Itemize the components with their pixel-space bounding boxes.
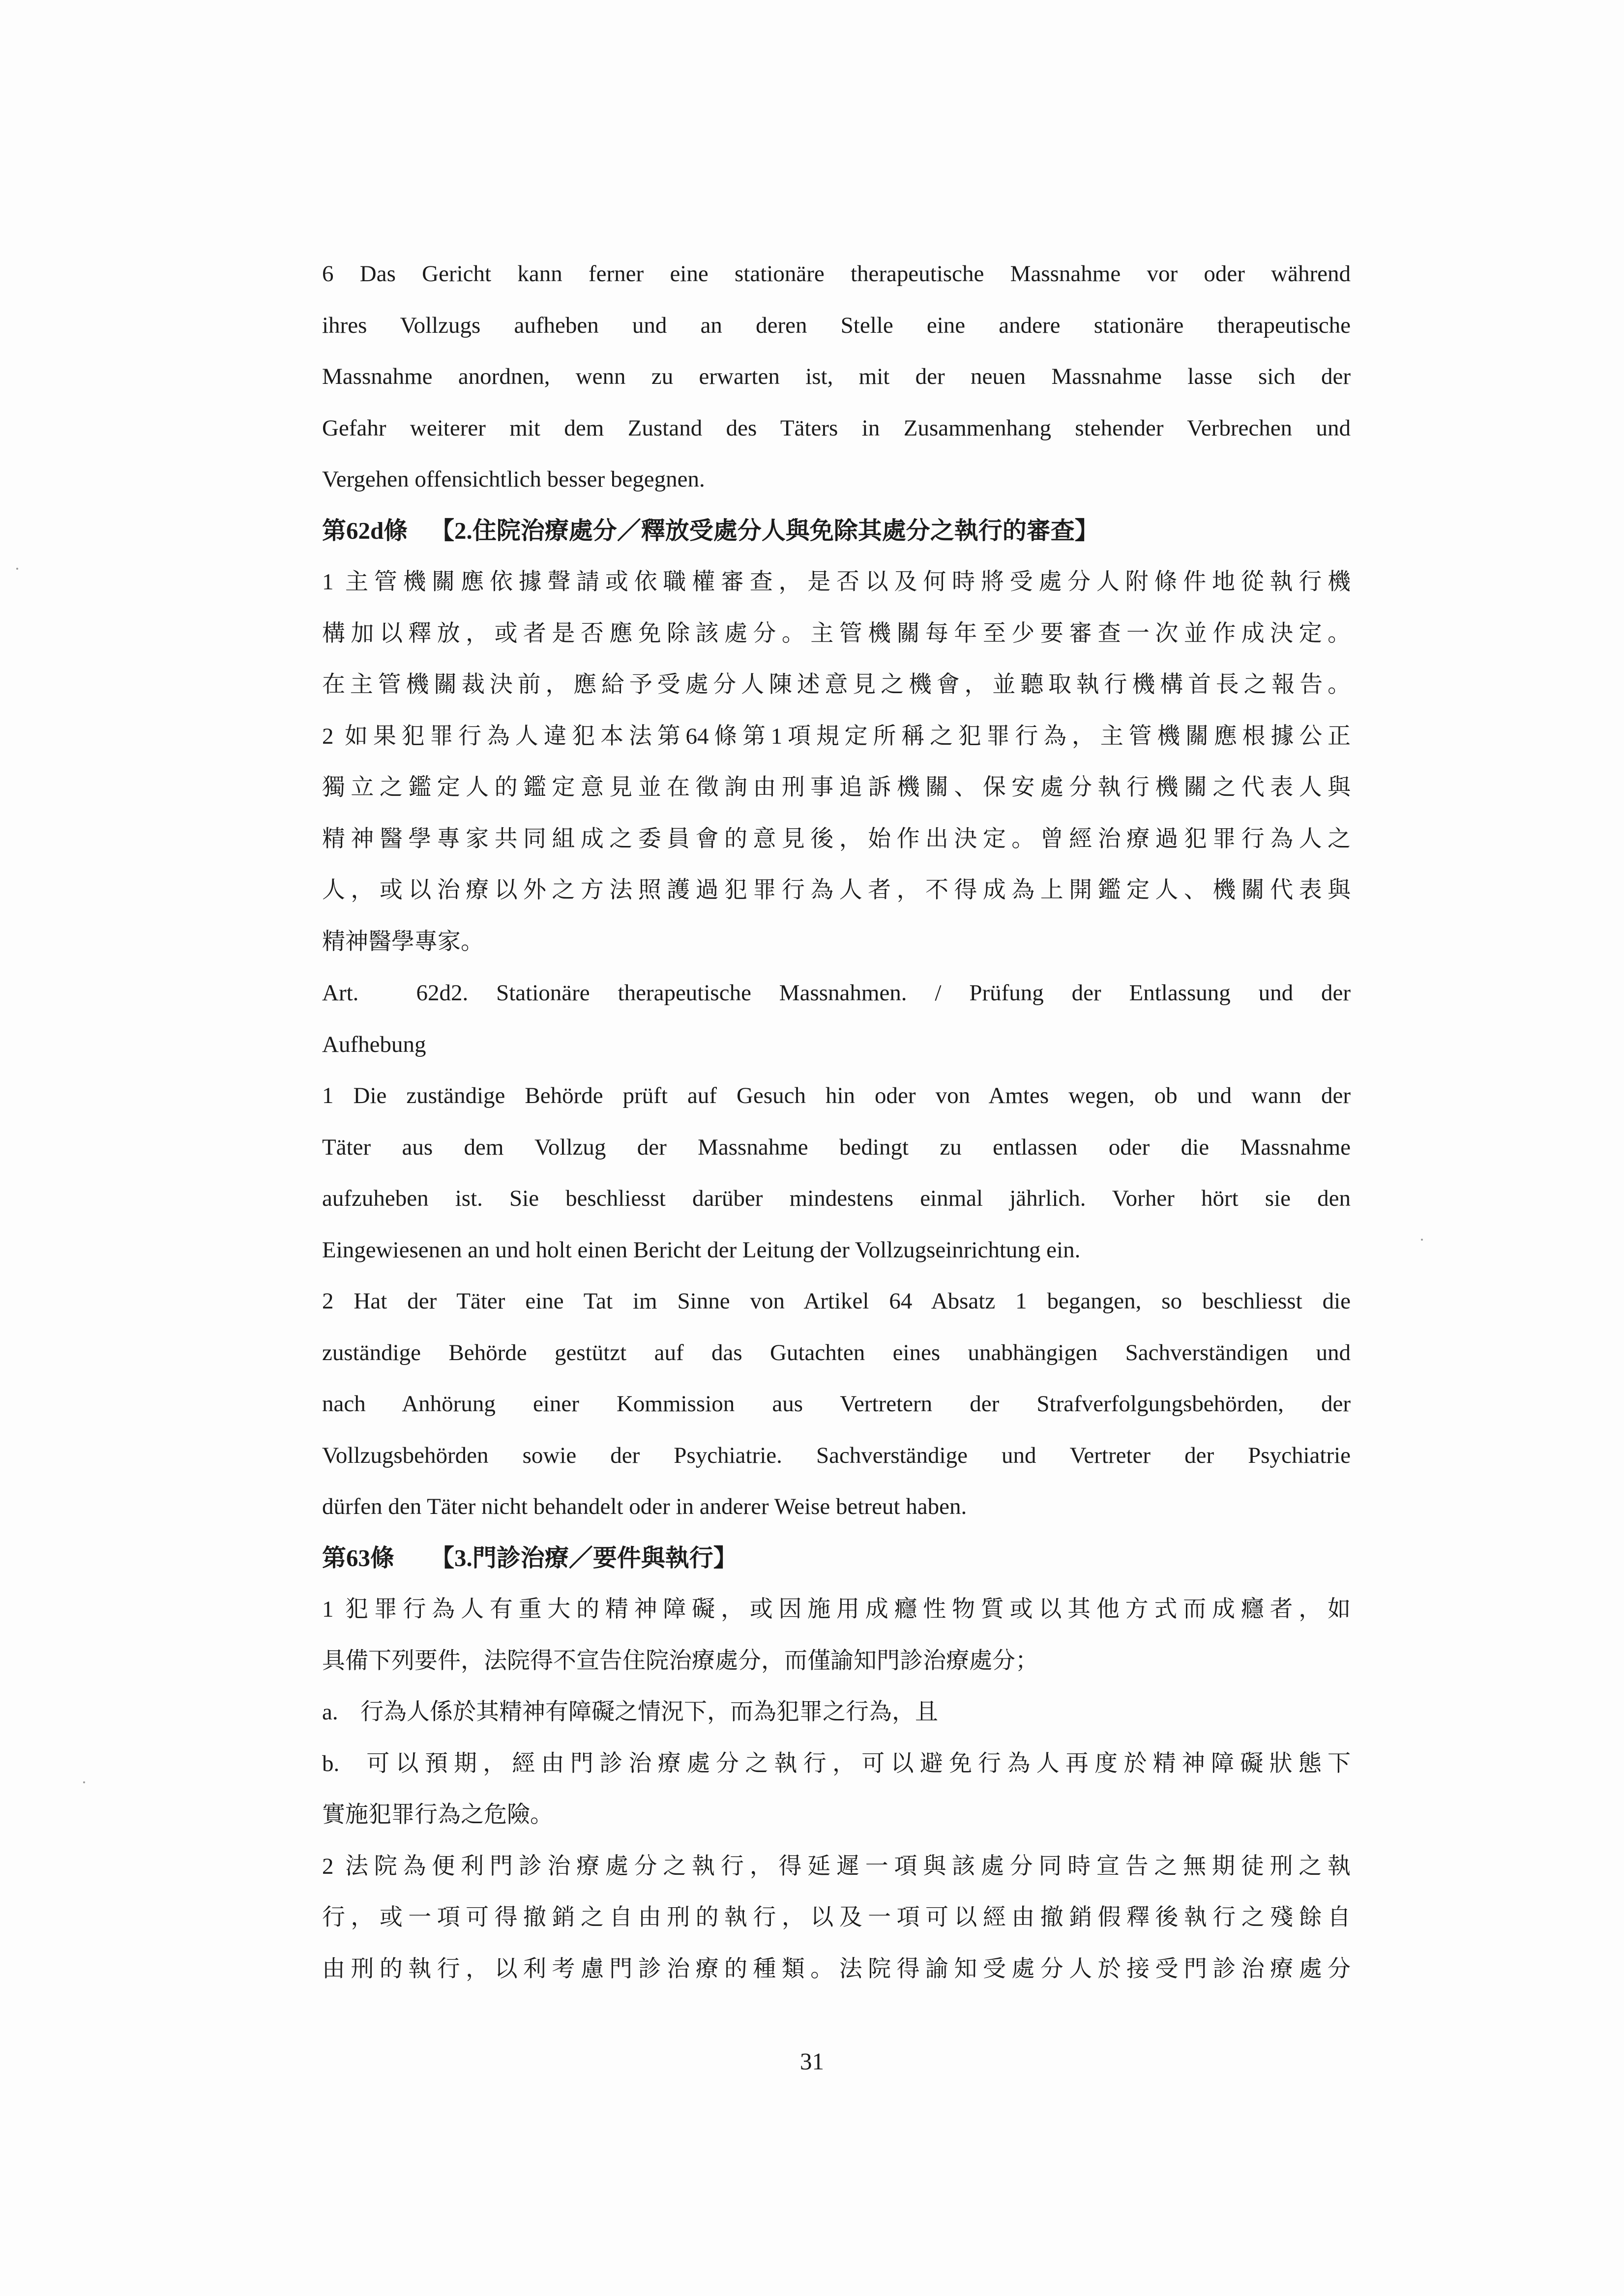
de-article-title: 2. Stationäre therapeutische Massnahmen. / Prüfung der Entlassung und der — [451, 980, 1351, 1006]
page-number: 31 — [800, 2048, 824, 2075]
body-line: 6 Das Gericht kann ferner eine stationäre therapeutische Massnahme vor oder während — [322, 261, 1351, 287]
zh-line: 2 如果犯罪行為人違犯本法第64條第1項規定所稱之犯罪行為，主管機關應根據公正 — [322, 723, 1351, 749]
body-line: Massnahme anordnen, wenn zu erwarten ist, mit der neuen Massnahme lasse sich der — [322, 364, 1351, 389]
zh-line: 構加以釋放，或者是否應免除該處分。主管機關每年至少要審查一次並作成決定。 — [322, 620, 1351, 646]
section-number: 第62d條 — [322, 517, 408, 544]
body-line: Gefahr weiterer mit dem Zustand des Täters in Zusammenhang stehender Verbrechen und — [322, 415, 1351, 441]
de-line: Täter aus dem Vollzug der Massnahme bedingt zu entlassen oder die Massnahme — [322, 1134, 1351, 1160]
de-line: aufzuheben ist. Sie beschliesst darüber mindestens einmal jährlich. Vorher hört sie den — [322, 1186, 1351, 1211]
de-line: Vollzugsbehörden sowie der Psychiatrie. Sachverständige und Vertreter der Psychiatrie — [322, 1442, 1351, 1468]
list-item-b-cont: 實施犯罪行為之危險。 — [322, 1802, 553, 1828]
zh-line: 具備下列要件，法院得不宣告住院治療處分，而僅諭知門診治療處分； — [322, 1648, 1038, 1674]
list-item-a — [322, 1686, 1351, 1738]
zh-line: 精神醫學專家共同組成之委員會的意見後，始作出決定。曾經治療過犯罪行為人之 — [322, 826, 1351, 852]
scan-speck — [16, 568, 18, 570]
zh-line: 1 犯罪行為人有重大的精神障礙，或因施用成癮性物質或以其他方式而成癮者，如 — [322, 1597, 1351, 1622]
de-line: Eingewiesenen an und holt einen Bericht der Leitung der Vollzugseinrichtung ein. — [322, 1237, 1081, 1263]
zh-line: 獨立之鑑定人的鑑定意見並在徵詢由刑事追訴機關、保安處分執行機關之代表人與 — [322, 775, 1351, 800]
de-line: 2 Hat der Täter eine Tat im Sinne von Artikel 64 Absatz 1 begangen, so beschliesst die — [322, 1288, 1351, 1314]
de-line: dürfen den Täter nicht behandelt oder in anderer Weise betreut haben. — [322, 1494, 967, 1519]
section-heading-63 — [322, 1533, 1351, 1584]
body-line: ihres Vollzugs aufheben und an deren Stelle eine andere stationäre therapeutische — [322, 312, 1351, 338]
zh-line: 在主管機關裁決前，應給予受處分人陳述意見之機會，並聽取執行機構首長之報告。 — [322, 672, 1351, 698]
list-item-b — [322, 1738, 1351, 1790]
de-line: zuständige Behörde gestützt auf das Gutachten eines unabhängigen Sachverständigen und — [322, 1339, 1351, 1366]
list-marker: a. — [322, 1699, 338, 1725]
zh-line: 精神醫學專家。 — [322, 929, 484, 955]
zh-line: 行，或一項可得撤銷之自由刑的執行，以及一項可以經由撤銷假釋後執行之殘餘自 — [322, 1905, 1351, 1930]
de-line: nach Anhörung einer Kommission aus Vertretern der Strafverfolgungsbehörden, der — [322, 1391, 1351, 1417]
de-line: 1 Die zuständige Behörde prüft auf Gesuch hin oder von Amtes wegen, ob und wann der — [322, 1083, 1351, 1108]
de-article-heading-cont: Aufhebung — [322, 1031, 426, 1057]
body-line: Vergehen offensichtlich besser begegnen. — [322, 466, 705, 492]
section-title: 【3.門診治療／要件與執行】 — [430, 1544, 738, 1571]
list-item-text: 行為人係於其精神有障礙之情況下，而為犯罪之行為，且 — [360, 1699, 938, 1725]
section-heading-62d — [322, 505, 1351, 557]
zh-line: 2 法院為便利門診治療處分之執行，得延遲一項與該處分同時宣告之無期徒刑之執 — [322, 1853, 1351, 1879]
page-body — [322, 248, 1351, 1995]
zh-line: 1 主管機關應依據聲請或依職權審查，是否以及何時將受處分人附條件地從執行機 — [322, 569, 1351, 595]
section-number: 第63條 — [322, 1544, 395, 1571]
de-article-number: Art. 62d — [322, 980, 451, 1006]
section-title: 【2.住院治療處分／釋放受處分人與免除其處分之執行的審查】 — [430, 517, 1099, 544]
list-marker: b. — [322, 1750, 340, 1776]
scan-speck — [1421, 1239, 1423, 1241]
scan-speck — [83, 1781, 85, 1783]
list-item-text: 可以預期，經由門診治療處分之執行，可以避免行為人再度於精神障礙狀態下 — [360, 1750, 1351, 1776]
zh-line: 由刑的執行，以利考慮門診治療的種類。法院得諭知受處分人於接受門診治療處分 — [322, 1956, 1351, 1982]
zh-line: 人，或以治療以外之方法照護過犯罪行為人者，不得成為上開鑑定人、機關代表與 — [322, 877, 1351, 903]
de-article-heading — [322, 967, 1351, 1019]
